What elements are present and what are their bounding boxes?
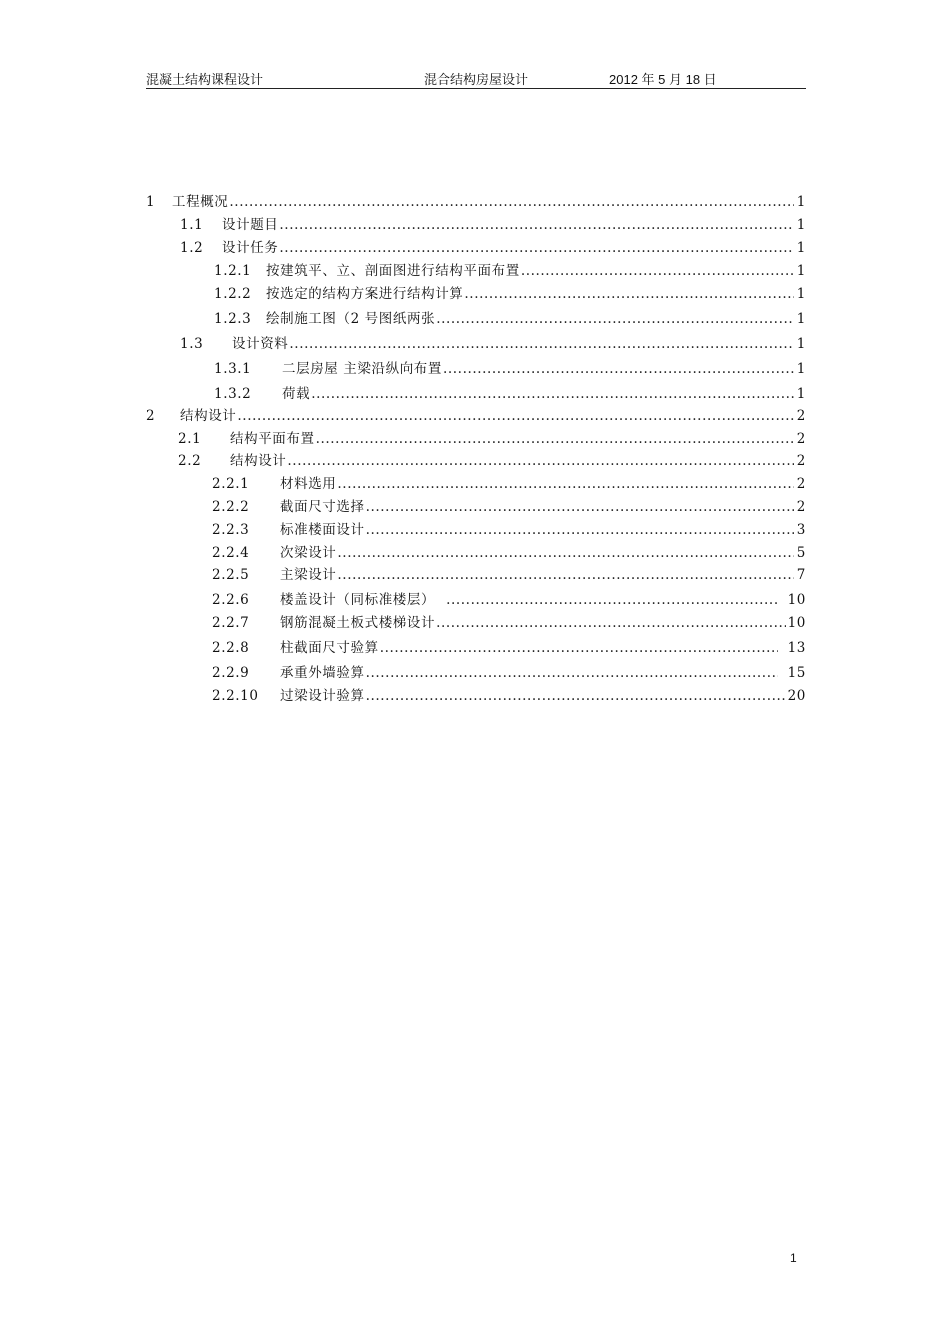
toc-entry-page: 1 [796, 263, 806, 279]
toc-entry-number: 2 [146, 408, 156, 424]
toc-entry-page: 20 [787, 688, 806, 704]
toc-dot-leader [380, 640, 778, 656]
toc-entry-page: 1 [796, 361, 806, 377]
toc-entry-number: 2.2.2 [212, 499, 250, 515]
toc-entry-title: 次梁设计 [280, 545, 337, 561]
toc-entry-title: 过梁设计验算 [280, 688, 365, 704]
toc-dot-leader [521, 263, 794, 279]
toc-entry-number: 1 [146, 194, 156, 210]
toc-entry-2-2-3[interactable] [212, 518, 806, 538]
toc-dot-leader [436, 615, 786, 631]
toc-entry-2-2[interactable] [178, 449, 806, 469]
toc-entry-title: 主梁设计 [280, 567, 337, 583]
toc-entry-page: 7 [796, 567, 806, 583]
toc-entry-page: 2 [796, 499, 806, 515]
toc-entry-title: 结构设计 [230, 453, 287, 469]
toc-entry-title: 按建筑平、立、剖面图进行结构平面布置 [266, 263, 520, 279]
toc-entry-title: 设计资料 [232, 336, 289, 352]
toc-entry-2-2-10[interactable] [212, 684, 806, 704]
toc-entry-title: 荷载 [282, 386, 311, 402]
toc-entry-1-3-2[interactable] [214, 382, 806, 402]
toc-entry-page: 2 [796, 453, 806, 469]
toc-entry-title: 柱截面尺寸验算 [280, 640, 379, 656]
toc-entry-1-1[interactable] [180, 213, 806, 233]
header-course-title: 混凝土结构课程设计 [146, 73, 264, 88]
toc-entry-number: 1.2 [180, 240, 204, 256]
toc-dot-leader [337, 476, 794, 492]
toc-entry-number: 1.3.1 [214, 361, 252, 377]
toc-entry-page: 1 [796, 386, 806, 402]
toc-entry-page: 13 [787, 640, 806, 656]
toc-entry-title: 设计任务 [222, 240, 279, 256]
toc-entry-number: 1.2.1 [214, 263, 252, 279]
toc-entry-2-2-4[interactable] [212, 541, 806, 561]
header-date: 2012 年 5 月 18 日 [609, 72, 717, 87]
toc-entry-1-3[interactable] [180, 332, 806, 352]
toc-entry-number: 2.2.7 [212, 615, 250, 631]
toc-entry-title: 绘制施工图（2 号图纸两张 [266, 311, 436, 327]
toc-entry-page: 1 [796, 217, 806, 233]
page-header [146, 66, 806, 89]
toc-entry-2-2-1[interactable] [212, 472, 806, 492]
toc-entry-page: 10 [787, 615, 806, 631]
toc-entry-title: 结构设计 [180, 408, 237, 424]
toc-dot-leader [229, 194, 794, 210]
toc-entry-number: 2.2.5 [212, 567, 250, 583]
toc-entry-2-2-5[interactable] [212, 563, 806, 583]
toc-dot-leader [366, 665, 778, 681]
toc-entry-page: 2 [796, 431, 806, 447]
toc-dot-leader [337, 545, 794, 561]
toc-dot-leader [337, 567, 794, 583]
toc-entry-page: 5 [796, 545, 806, 561]
toc-entry-number: 2.2.4 [212, 545, 250, 561]
toc-dot-leader [287, 453, 794, 469]
toc-entry-page: 1 [796, 311, 806, 327]
toc-entry-number: 1.2.3 [214, 311, 252, 327]
toc-entry-2-2-2[interactable] [212, 495, 806, 515]
page-number: 1 [790, 1251, 797, 1265]
toc-entry-number: 1.3 [180, 336, 204, 352]
toc-entry-1-2[interactable] [180, 236, 806, 256]
toc-dot-leader [289, 336, 794, 352]
toc-entry-number: 2.2.1 [212, 476, 250, 492]
toc-entry-1-2-1[interactable] [214, 259, 806, 279]
toc-entry-title: 承重外墙验算 [280, 665, 365, 681]
toc-entry-title: 钢筋混凝土板式楼梯设计 [280, 615, 436, 631]
toc-entry-page: 3 [796, 522, 806, 538]
toc-entry-number: 2.2.6 [212, 592, 250, 608]
toc-entry-number: 1.3.2 [214, 386, 252, 402]
toc-entry-2-2-8[interactable] [212, 636, 806, 656]
header-project-title: 混合结构房屋设计 [424, 73, 529, 88]
toc-entry-title: 楼盖设计（同标准楼层） [280, 592, 436, 608]
toc-entry-1-2-3[interactable] [214, 307, 806, 327]
toc-dot-leader [464, 286, 794, 302]
toc-dot-leader [366, 522, 794, 538]
toc-entry-page: 2 [796, 476, 806, 492]
toc-dot-leader [316, 431, 794, 447]
toc-dot-leader [237, 408, 794, 424]
toc-entry-number: 1.2.2 [214, 286, 252, 302]
toc-entry-2-2-7[interactable] [212, 611, 806, 631]
toc-dot-leader [279, 217, 794, 233]
toc-entry-page: 10 [787, 592, 806, 608]
toc-dot-leader [366, 499, 794, 515]
toc-entry-number: 2.1 [178, 431, 202, 447]
toc-entry-1-3-1[interactable] [214, 357, 806, 377]
toc-entry-number: 2.2.10 [212, 688, 259, 704]
toc-entry-page: 15 [787, 665, 806, 681]
toc-entry-number: 2.2.8 [212, 640, 250, 656]
toc-entry-title: 材料选用 [280, 476, 337, 492]
toc-entry-page: 1 [796, 286, 806, 302]
toc-entry-page: 2 [796, 408, 806, 424]
toc-entry-page: 1 [796, 240, 806, 256]
toc-entry-number: 2.2.9 [212, 665, 250, 681]
toc-entry-title: 标准楼面设计 [280, 522, 365, 538]
toc-dot-leader [366, 688, 786, 704]
toc-entry-number: 2.2 [178, 453, 202, 469]
toc-entry-title: 结构平面布置 [230, 431, 315, 447]
toc-entry-2-2-6[interactable] [212, 588, 806, 608]
toc-dot-leader [443, 361, 794, 377]
toc-entry-title: 截面尺寸选择 [280, 499, 365, 515]
toc-dot-leader [311, 386, 794, 402]
toc-entry-page: 1 [796, 194, 806, 210]
toc-entry-2-1[interactable] [178, 427, 806, 447]
toc-entry-number: 1.1 [180, 217, 204, 233]
toc-entry-page: 1 [796, 336, 806, 352]
toc-dot-leader [446, 592, 778, 608]
toc-entry-title: 按选定的结构方案进行结构计算 [266, 286, 464, 302]
toc-dot-leader [279, 240, 794, 256]
toc-entry-2-2-9[interactable] [212, 661, 806, 681]
toc-entry-title: 工程概况 [172, 194, 229, 210]
toc-entry-title: 设计题目 [222, 217, 279, 233]
toc-dot-leader [436, 311, 794, 327]
toc-entry-title: 二层房屋 主梁沿纵向布置 [282, 361, 442, 377]
toc-entry-1[interactable] [146, 190, 806, 210]
toc-entry-1-2-2[interactable] [214, 282, 806, 302]
toc-entry-number: 2.2.3 [212, 522, 250, 538]
toc-entry-2[interactable] [146, 404, 806, 424]
